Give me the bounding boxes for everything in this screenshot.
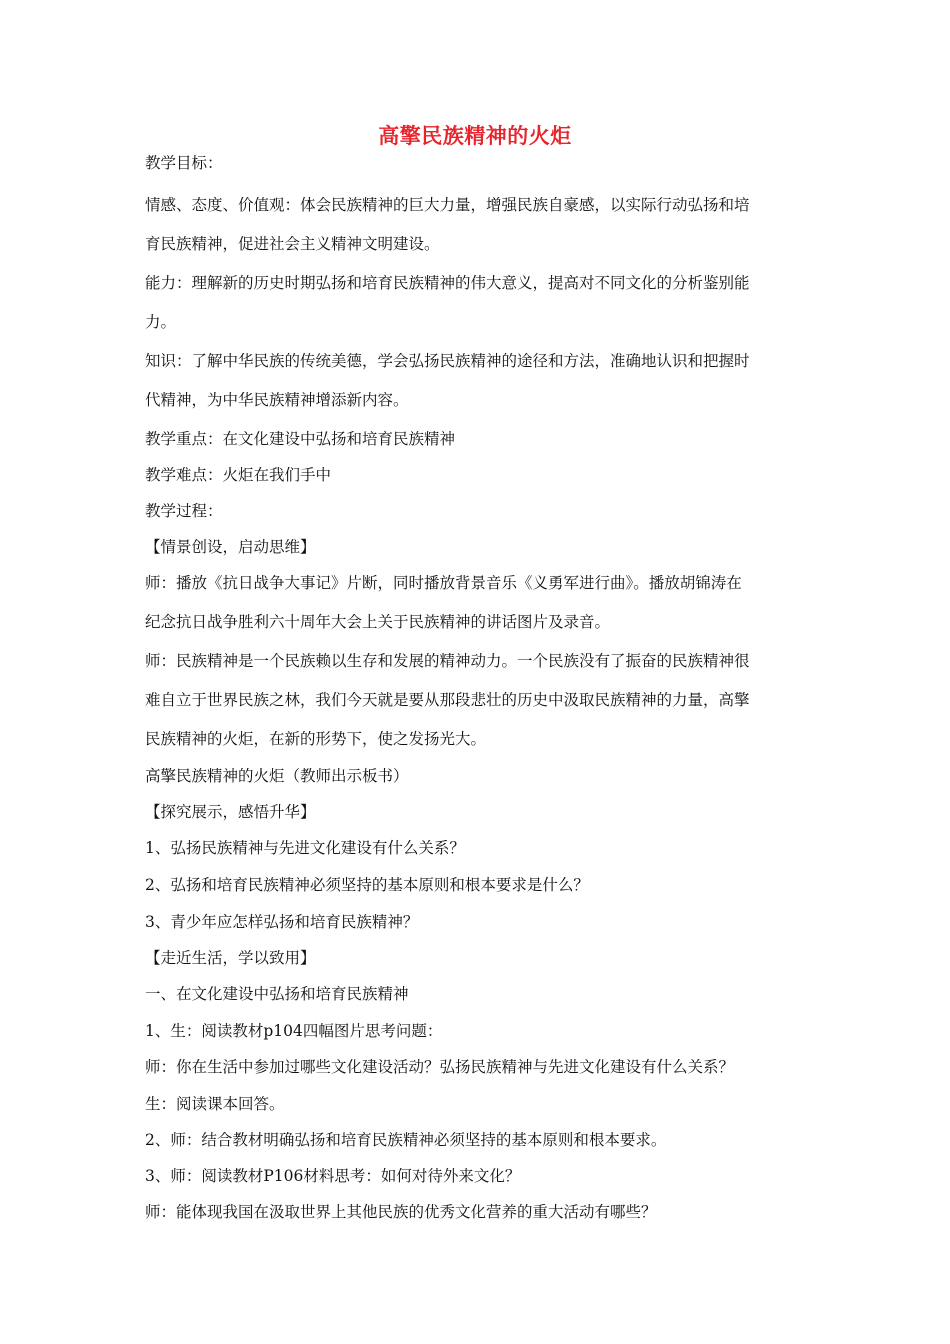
list-item: 2、弘扬和培育民族精神必须坚持的基本原则和根本要求是什么？ xyxy=(145,876,589,894)
paragraph-line: 师：民族精神是一个民族赖以生存和发展的精神动力。一个民族没有了振奋的民族精神很 xyxy=(145,652,750,670)
subsection-heading: 一、在文化建设中弘扬和培育民族精神 xyxy=(145,985,409,1003)
paragraph-line: 代精神，为中华民族精神增添新内容。 xyxy=(145,391,409,409)
paragraph-line: 教学难点：火炬在我们手中 xyxy=(145,466,332,484)
paragraph-line: 3、师：阅读教材P106材料思考：如何对待外来文化？ xyxy=(145,1167,521,1185)
list-item: 3、青少年应怎样弘扬和培育民族精神？ xyxy=(145,913,419,931)
paragraph-line: 教学过程： xyxy=(145,502,223,520)
paragraph-line: 情感、态度、价值观：体会民族精神的巨大力量，增强民族自豪感，以实际行动弘扬和培 xyxy=(145,196,750,214)
paragraph-line: 能力：理解新的历史时期弘扬和培育民族精神的伟大意义，提高对不同文化的分析鉴别能 xyxy=(145,274,750,292)
section-heading: 【情景创设，启动思维】 xyxy=(145,538,316,556)
section-heading: 【走近生活，学以致用】 xyxy=(145,949,316,967)
document-body xyxy=(145,150,815,1230)
paragraph-line: 教学目标： xyxy=(145,154,223,172)
list-item: 1、弘扬民族精神与先进文化建设有什么关系？ xyxy=(145,839,465,857)
paragraph-line: 教学重点：在文化建设中弘扬和培育民族精神 xyxy=(145,430,456,448)
paragraph-line: 师：能体现我国在汲取世界上其他民族的优秀文化营养的重大活动有哪些？ xyxy=(145,1203,657,1221)
paragraph-line: 纪念抗日战争胜利六十周年大会上关于民族精神的讲话图片及录音。 xyxy=(145,613,611,631)
paragraph-line: 1、生：阅读教材p104四幅图片思考问题： xyxy=(145,1022,443,1040)
paragraph-line: 力。 xyxy=(145,313,177,331)
paragraph-line: 师：你在生活中参加过哪些文化建设活动？弘扬民族精神与先进文化建设有什么关系？ xyxy=(145,1058,735,1076)
paragraph-line: 高擎民族精神的火炬（教师出示板书） xyxy=(145,767,409,785)
paragraph-line: 生：阅读课本回答。 xyxy=(145,1095,285,1113)
paragraph-line: 师：播放《抗日战争大事记》片断，同时播放背景音乐《义勇军进行曲》。播放胡锦涛在 xyxy=(145,574,742,592)
document-title: 高擎民族精神的火炬 xyxy=(378,124,572,148)
paragraph-line: 难自立于世界民族之林，我们今天就是要从那段悲壮的历史中汲取民族精神的力量，高擎 xyxy=(145,691,750,709)
paragraph-line: 育民族精神，促进社会主义精神文明建设。 xyxy=(145,235,440,253)
section-heading: 【探究展示，感悟升华】 xyxy=(145,803,316,821)
paragraph-line: 知识：了解中华民族的传统美德，学会弘扬民族精神的途径和方法，准确地认识和把握时 xyxy=(145,352,750,370)
paragraph-line: 2、师：结合教材明确弘扬和培育民族精神必须坚持的基本原则和根本要求。 xyxy=(145,1131,667,1149)
paragraph-line: 民族精神的火炬，在新的形势下，使之发扬光大。 xyxy=(145,730,487,748)
